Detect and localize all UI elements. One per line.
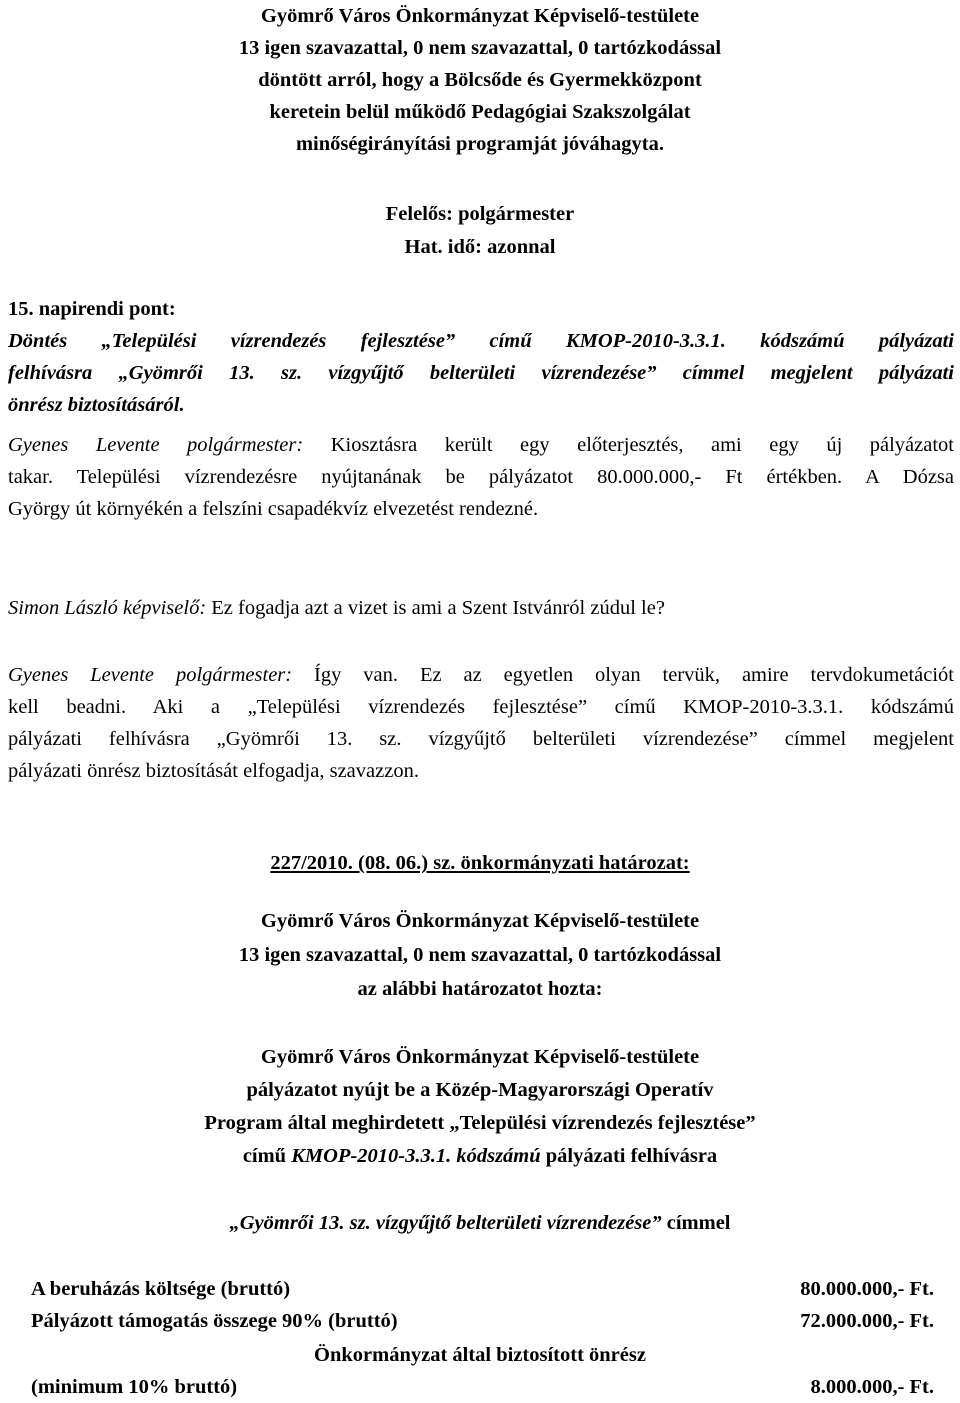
cost-label: Önkormányzat által biztosított önrész [314,1344,646,1366]
paragraph-line: takar. Települési vízrendezésre nyújtanának be pályázatot 80.000.000,- Ft értékben. A Dózsa [8,466,954,488]
resolution-body-line: pályázatot nyújt be a Közép-Magyarországi Operatív [246,1079,714,1101]
cost-label: Pályázott támogatás összege 90% (bruttó) [31,1310,398,1332]
agenda-title-line: önrész biztosításáról. [8,394,185,416]
council-name-line: Gyömrő Város Önkormányzat Képviselő-testülete [260,5,700,27]
resolution-body-line: „Gyömrői 13. sz. vízgyűjtő belterületi vízrendezése” címmel [229,1212,731,1234]
discussion-paragraph [8,429,954,525]
speaker-name: Simon László képviselő: [8,597,207,619]
agenda-title [8,325,954,421]
council-name-line: Gyömrő Város Önkormányzat Képviselő-testülete [260,1046,700,1068]
speech-text: Kiosztásra került egy előterjesztés, ami egy új pályázatot [303,434,954,456]
paragraph-line [8,429,954,461]
paragraph-line: pályázati önrész biztosítását elfogadja, szavazzon. [8,760,419,782]
vote-count-line: 13 igen szavazattal, 0 nem szavazattal, 0 tartózkodással [238,944,722,966]
agenda-title-line: felhívásra „Gyömrői 13. sz. vízgyűjtő belterületi vízrendezése” címmel megjelent pályázati [8,362,954,384]
cost-label: (minimum 10% bruttó) [31,1376,238,1398]
project-title: „Gyömrői 13. sz. vízgyűjtő belterületi vízrendezése” [229,1212,662,1234]
responsible-line: Felelős: polgármester [385,203,575,225]
discussion-paragraph [8,659,954,787]
decision-line: keretein belül működő Pedagógiai Szakszolgálat [269,101,691,123]
deadline-line: Hat. idő: azonnal [404,236,556,258]
discussion-paragraph [8,592,665,624]
paragraph-line: kell beadni. Aki a „Települési vízrendezés fejlesztése” című KMOP-2010-3.3.1. kódszámú [8,696,954,718]
cost-label: A beruházás költsége (bruttó) [31,1278,291,1300]
agenda-title-line: Döntés „Települési vízrendezés fejlesztése” című KMOP-2010-3.3.1. kódszámú pályázati [8,330,954,352]
speech-text: Ez fogadja azt a vizet is ami a Szent Istvánról zúdul le? [206,597,665,619]
paragraph-line: pályázati felhívásra „Gyömrői 13. sz. vízgyűjtő belterületi vízrendezése” címmel megjelent [8,728,954,750]
speaker-name: Gyenes Levente polgármester: [8,434,304,456]
paragraph-line [8,659,954,691]
council-name-line: Gyömrő Város Önkormányzat Képviselő-testülete [260,910,700,932]
resolution-title: 227/2010. (08. 06.) sz. önkormányzati határozat: [270,852,690,874]
speech-text: Így van. Ez az egyetlen olyan tervük, amire tervdokumetációt [292,664,954,686]
program-code: KMOP-2010-3.3.1. kódszámú [291,1145,541,1167]
cost-value: 80.000.000,- Ft. [800,1278,934,1300]
resolution-intro-line: az alábbi határozatot hozta: [357,978,603,1000]
paragraph-line: György út környékén a felszíni csapadékvíz elvezetést rendezné. [8,498,539,520]
resolution-body-line: Program által meghirdetett „Települési vízrendezés fejlesztése” [204,1112,756,1134]
decision-line: döntött arról, hogy a Bölcsőde és Gyermekközpont [258,69,702,91]
speaker-name: Gyenes Levente polgármester: [8,664,293,686]
cost-value: 72.000.000,- Ft. [800,1310,934,1332]
resolution-body-line: című KMOP-2010-3.3.1. kódszámú pályázati felhívásra [242,1145,718,1167]
decision-line: minőségirányítási programját jóváhagyta. [295,133,665,155]
vote-count-line: 13 igen szavazattal, 0 nem szavazattal, 0 tartózkodással [238,37,722,59]
cost-value: 8.000.000,- Ft. [810,1376,934,1398]
agenda-heading: 15. napirendi pont: [8,298,176,320]
